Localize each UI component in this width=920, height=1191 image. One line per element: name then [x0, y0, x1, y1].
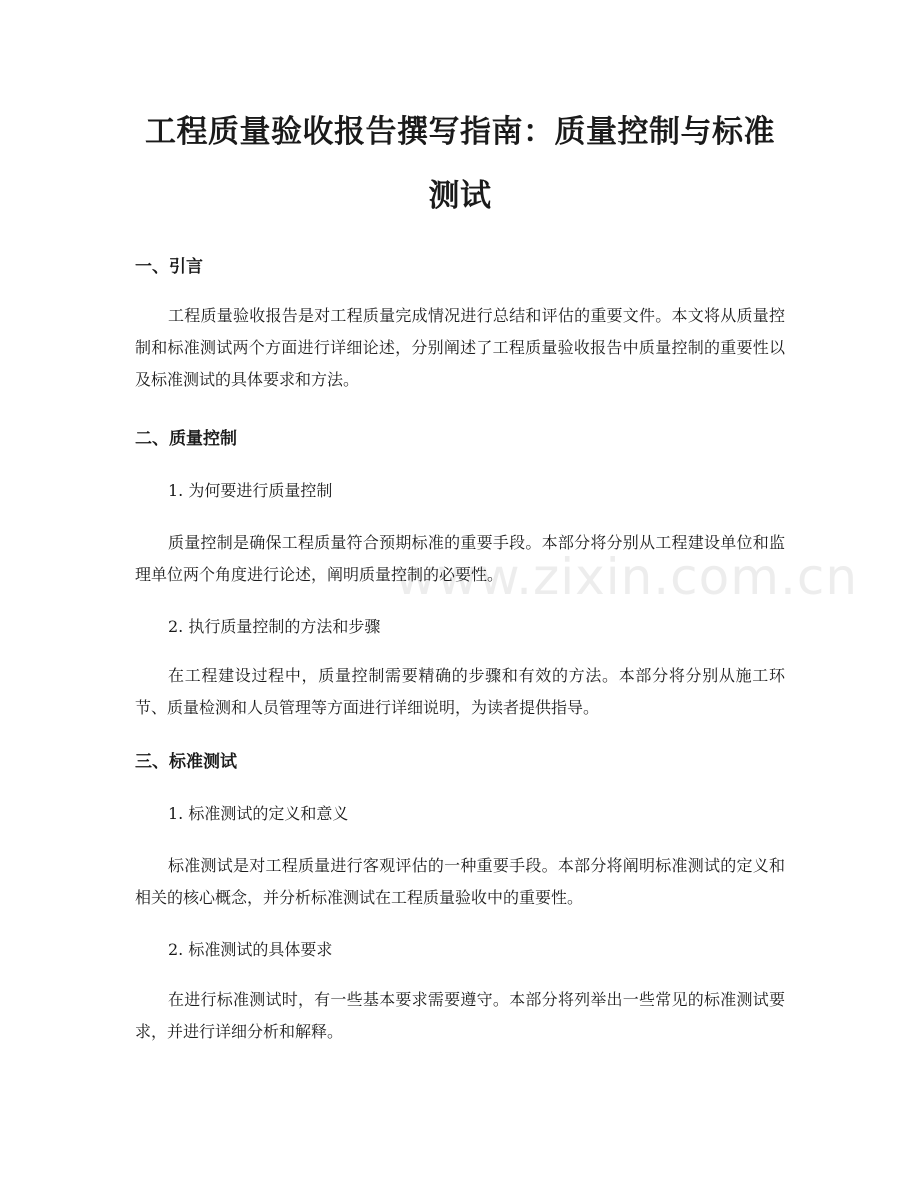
intro-paragraph: 工程质量验收报告是对工程质量完成情况进行总结和评估的重要文件。本文将从质量控制和标准测试两个方面进行详细论述，分别阐述了工程质量验收报告中质量控制的重要性以及标准测试的具体要求和方法。	[135, 306, 785, 389]
body-paragraph: 在进行标准测试时，有一些基本要求需要遵守。本部分将列举出一些常见的标准测试要求，并进行详细分析和解释。	[135, 990, 785, 1041]
section-heading-intro: 一、引言	[135, 257, 203, 277]
body-paragraph: 在工程建设过程中，质量控制需要精确的步骤和有效的方法。本部分将分别从施工环节、质量检测和人员管理等方面进行详细说明，为读者提供指导。	[135, 666, 785, 717]
body-paragraph: 质量控制是确保工程质量符合预期标准的重要手段。本部分将分别从工程建设单位和监理单位两个角度进行论述，阐明质量控制的必要性。	[135, 533, 785, 584]
page-title: 工程质量验收报告撰写指南：质量控制与标准测试	[145, 114, 775, 214]
subsection-title: 2. 标准测试的具体要求	[168, 940, 333, 959]
watermark: www.zixin.com.cn	[395, 548, 859, 606]
subsection-title: 1. 标准测试的定义和意义	[168, 804, 349, 823]
body-paragraph: 标准测试是对工程质量进行客观评估的一种重要手段。本部分将阐明标准测试的定义和相关的核心概念，并分析标准测试在工程质量验收中的重要性。	[135, 856, 785, 907]
section-heading-quality-control: 二、质量控制	[135, 429, 237, 449]
subsection-title: 1. 为何要进行质量控制	[168, 481, 333, 500]
subsection-title: 2. 执行质量控制的方法和步骤	[168, 617, 381, 636]
section-heading-standard-testing: 三、标准测试	[135, 752, 237, 772]
